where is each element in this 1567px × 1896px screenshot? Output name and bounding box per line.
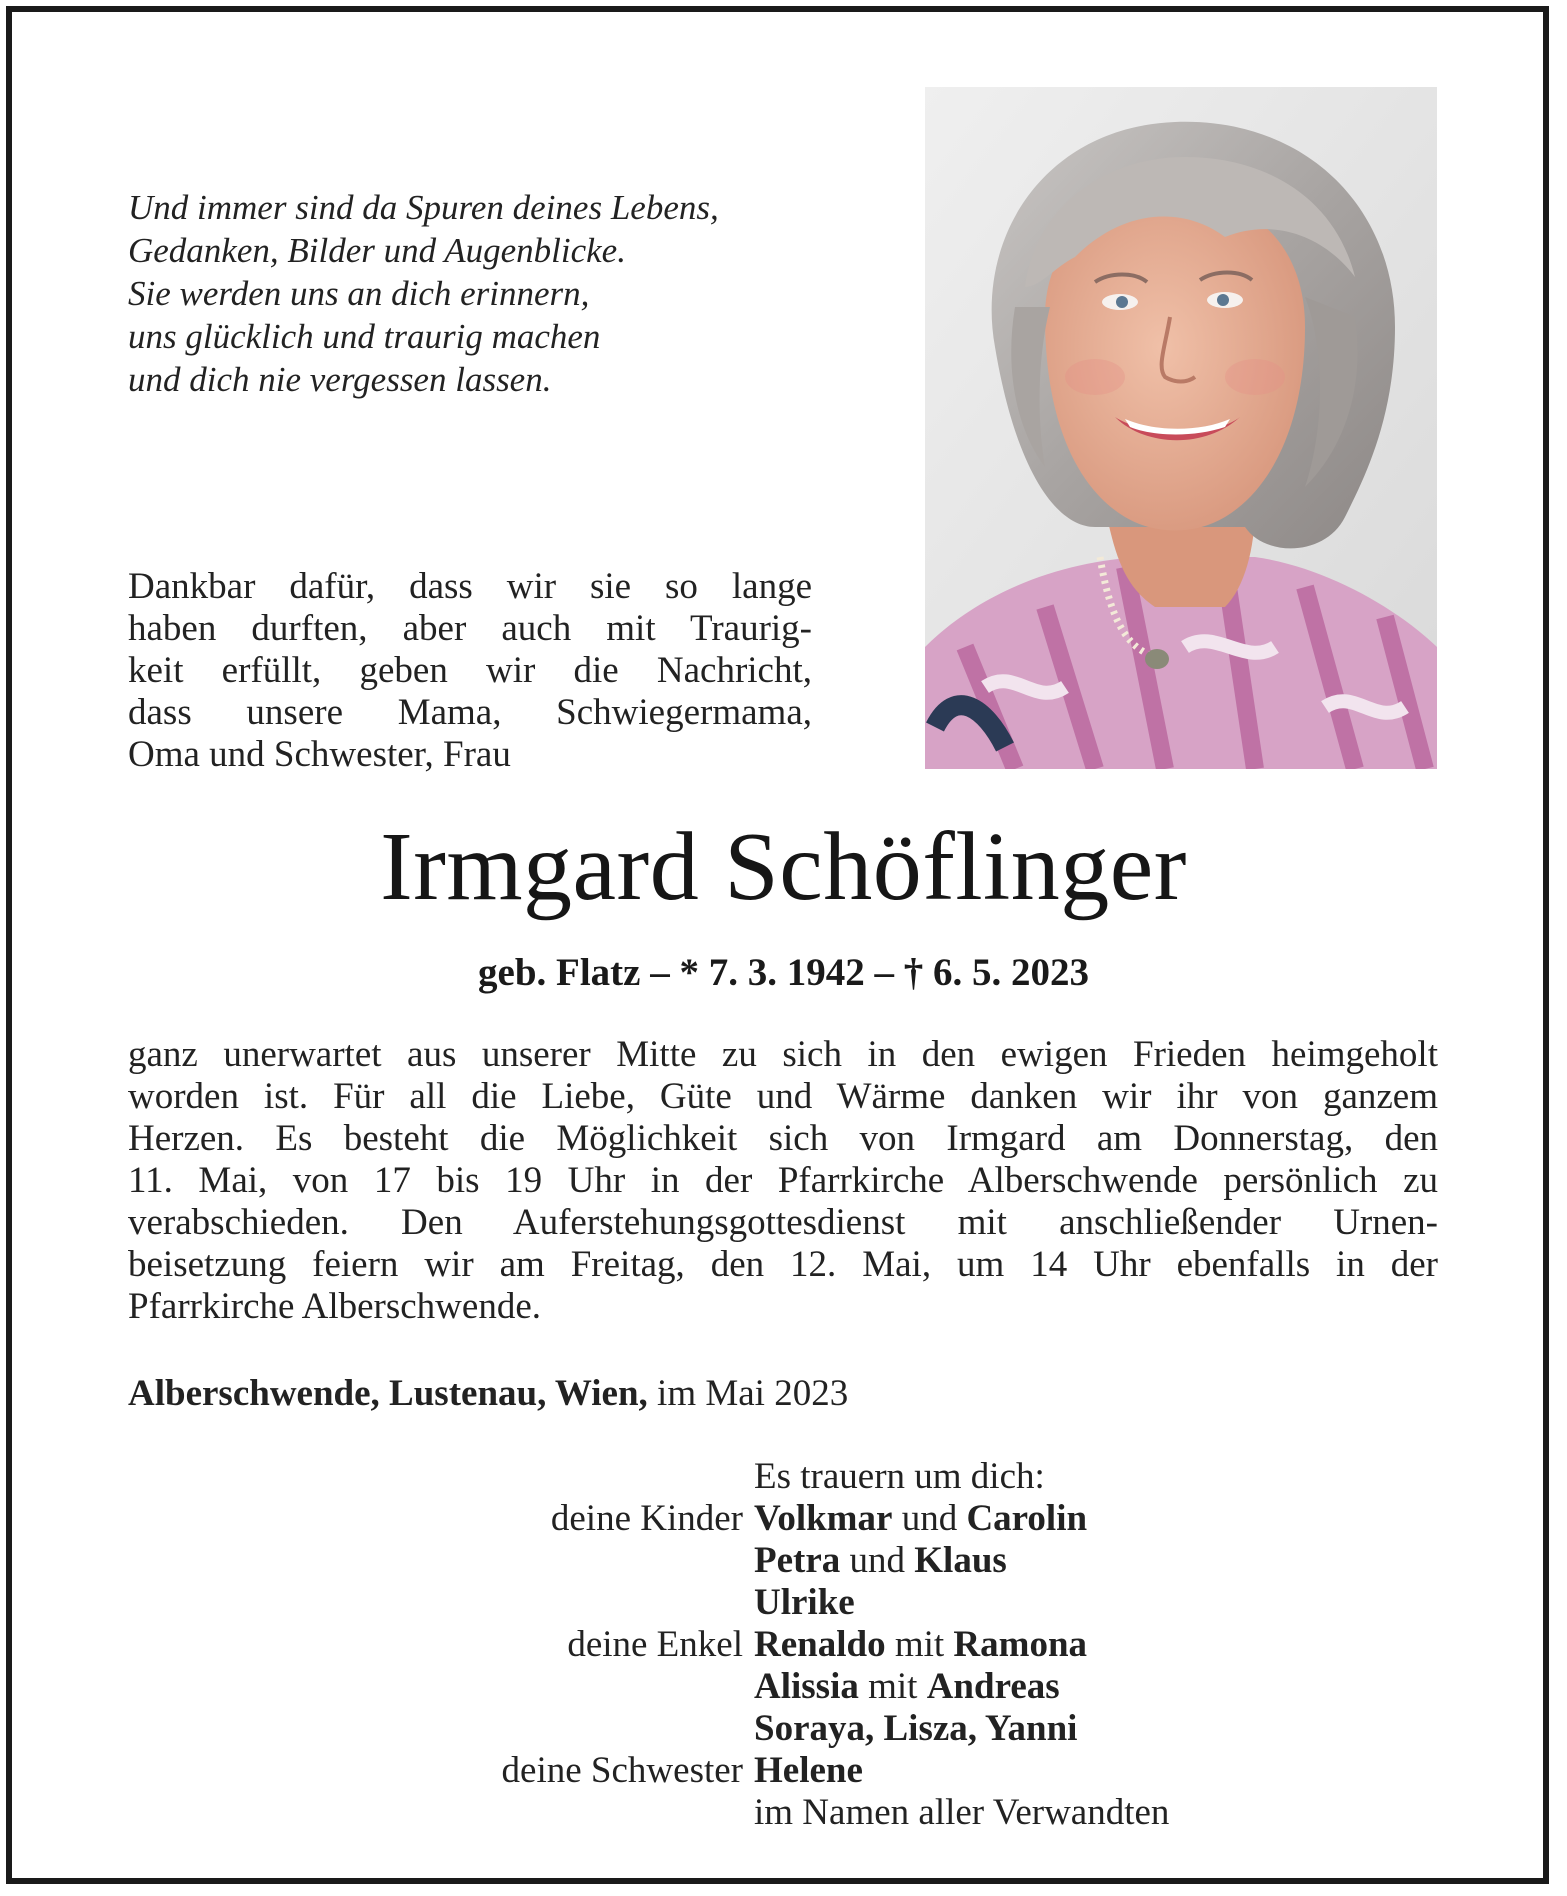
body-line: ganz unerwartet aus unserer Mitte zu sich in den ewigen Frieden heimgeholt [128,1034,1438,1075]
body-line: Herzen. Es besteht die Möglichkeit sich von Irmgard am Donnerstag, den [128,1118,1438,1159]
intro-line: dass unsere Mama, Schwiegermama, [128,692,812,733]
portrait-illustration [925,87,1437,769]
mourner-row [754,1624,1087,1666]
mourner-name: Klaus [914,1540,1007,1581]
portrait-photo [925,87,1437,769]
place-date-line [128,1371,848,1417]
mourner-name: Ulrike [754,1582,855,1623]
mourner-name: Renaldo [754,1624,886,1665]
verse-line: uns glücklich und traurig machen [128,317,601,356]
mourner-name: Carolin [966,1498,1088,1539]
mourner-row [754,1666,1060,1708]
mourner-name: Alissia [754,1666,859,1707]
body-line: Pfarrkirche Alberschwende. [128,1286,541,1327]
intro-line: haben durften, aber auch mit Traurig- [128,608,812,649]
mourners-block [0,1456,1567,1834]
mourners-heading: Es trauern um dich: [754,1456,1045,1497]
mourner-row [754,1708,1077,1750]
relation-label-schwester: deine Schwester [501,1750,743,1791]
verse-line: Und immer sind da Spuren deines Lebens, [128,188,719,227]
verse-block [128,186,848,401]
mourner-name: Helene [754,1750,863,1791]
body-line: beisetzung feiern wir am Freitag, den 12. Mai, um 14 Uhr ebenfalls in der [128,1244,1438,1285]
mourner-name: Andreas [926,1666,1060,1707]
place-towns: Alberschwende, Lustenau, Wien, [128,1373,648,1414]
verse-line: und dich nie vergessen lassen. [128,360,552,399]
body-line: 11. Mai, von 17 bis 19 Uhr in der Pfarrkirche Alberschwende persönlich zu [128,1160,1438,1201]
mourner-name: Volkmar [754,1498,893,1539]
intro-line: Dankbar dafür, dass wir sie so lange [128,566,812,607]
verse-line: Sie werden uns an dich erinnern, [128,274,590,313]
place-date: im Mai 2023 [657,1373,849,1414]
mourner-row [754,1582,855,1624]
deceased-name: Irmgard Schöflinger [380,813,1187,921]
mourners-footer: im Namen aller Verwandten [754,1792,1170,1833]
verse-line: Gedanken, Bilder und Augenblicke. [128,231,626,270]
mourner-row [754,1540,1007,1582]
mourner-name: Ramona [953,1624,1088,1665]
relation-label-kinder: deine Kinder [550,1498,743,1539]
intro-line: keit erfüllt, geben wir die Nachricht, [128,650,812,691]
mourner-join: und [901,1498,958,1539]
mourner-join: mit [868,1666,918,1707]
mourner-name: Petra [754,1540,841,1581]
birth-death-dates: geb. Flatz – * 7. 3. 1942 – † 6. 5. 2023 [478,951,1089,994]
mourner-join: und [849,1540,906,1581]
body-line: worden ist. Für all die Liebe, Güte und Wärme danken wir ihr von ganzem [128,1076,1438,1117]
intro-paragraph [128,566,812,776]
mourner-name: Soraya, Lisza, Yanni [754,1708,1078,1749]
main-paragraph [128,1034,1438,1328]
body-line: verabschieden. Den Auferstehungsgottesdienst mit anschließender Urnen- [128,1202,1438,1243]
mourner-join: mit [894,1624,945,1665]
relation-label-enkel: deine Enkel [567,1624,743,1665]
intro-line: Oma und Schwester, Frau [128,734,511,775]
mourner-row [754,1750,863,1792]
mourner-row [754,1498,1087,1540]
